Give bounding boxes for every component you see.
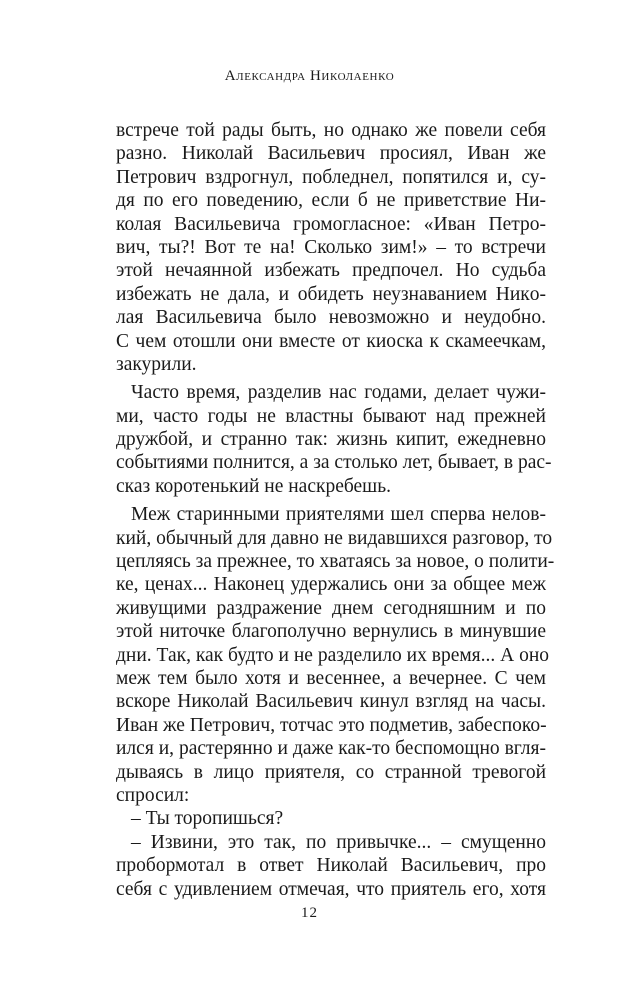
text-line: избежать не дала, и обидеть неузнаванием Никo- bbox=[116, 283, 546, 305]
text-line: вскоре Николай Васильевич кинул взгляд на часы. bbox=[116, 691, 546, 713]
dialogue-line: – Извини, это так, по привычке... – смущенно bbox=[131, 831, 546, 853]
text-line: колая Васильевича громогласное: «Иван Петро- bbox=[116, 213, 546, 235]
text-line: закурили. bbox=[116, 353, 197, 375]
text-line: себя с удивлением отмечая, что приятель его, хотя bbox=[116, 878, 546, 900]
text-line: событиями полнится, а за столько лет, бывает, в рас- bbox=[116, 452, 552, 474]
text-line: сказ коротенький не наскребешь. bbox=[116, 475, 391, 497]
text-line: дываясь в лицо приятеля, со странной тревогой bbox=[116, 761, 546, 783]
text-line: встрече той рады быть, но однако же повели себя bbox=[116, 120, 546, 141]
body-text bbox=[116, 119, 555, 901]
text-line: Иван же Петрович, тотчас это подметив, забеспоко- bbox=[116, 714, 547, 736]
text-line: цепляясь за прежнее, то хватаясь за новое, о полити- bbox=[116, 551, 555, 573]
running-header: Александра Николаенко bbox=[224, 68, 395, 84]
text-line: ке, ценах... Наконец удержались они за общее меж bbox=[116, 574, 546, 596]
text-line: С чем отошли они вместе от киоска к скамеечкам, bbox=[116, 330, 546, 352]
text-line: этой нечаянной избежать предпочел. Но судьба bbox=[116, 260, 546, 282]
dialogue-line: – Ты торопишься? bbox=[131, 808, 284, 830]
text-line: меж тем было хотя и весеннее, а вечернее. С чем bbox=[116, 667, 546, 689]
text-line: вич, ты?! Вот те на! Сколько зим!» – то встречи bbox=[116, 236, 546, 258]
text-line: спросил: bbox=[116, 784, 190, 806]
text-line: Петрович вздрогнул, побледнел, попятился и, су- bbox=[116, 166, 546, 188]
text-line: разно. Николай Васильевич просиял, Иван же bbox=[116, 143, 546, 165]
text-line: кий, обычный для давно не видавшихся разговор, то bbox=[116, 527, 553, 549]
page-number: 12 bbox=[301, 905, 318, 921]
text-line: живущими раздражение днем сегодняшним и по bbox=[116, 597, 546, 619]
text-line: лая Васильевича было невозможно и неудобно. bbox=[116, 307, 546, 329]
text-line: пробормотал в ответ Николай Васильевич, про bbox=[116, 855, 546, 877]
text-line: этой ниточке благополучно вернулись в минувшие bbox=[116, 621, 546, 643]
text-line: дружбой, и странно так: жизнь кипит, ежедневно bbox=[116, 429, 546, 451]
text-line: ился и, растерянно и даже как-то беспомощно вгля- bbox=[116, 738, 546, 760]
text-line: дя по его поведению, если б не приветствие Ни- bbox=[116, 190, 546, 212]
text-line: ми, часто годы не властны бывают над прежней bbox=[116, 405, 546, 427]
paragraph-first-line: Меж старинными приятелями шел сперва нелов- bbox=[131, 504, 546, 526]
paragraph-first-line: Часто время, разделив нас годами, делает чужи- bbox=[131, 382, 546, 404]
text-line: дни. Так, как будто и не разделило их время... А оно bbox=[116, 644, 550, 666]
